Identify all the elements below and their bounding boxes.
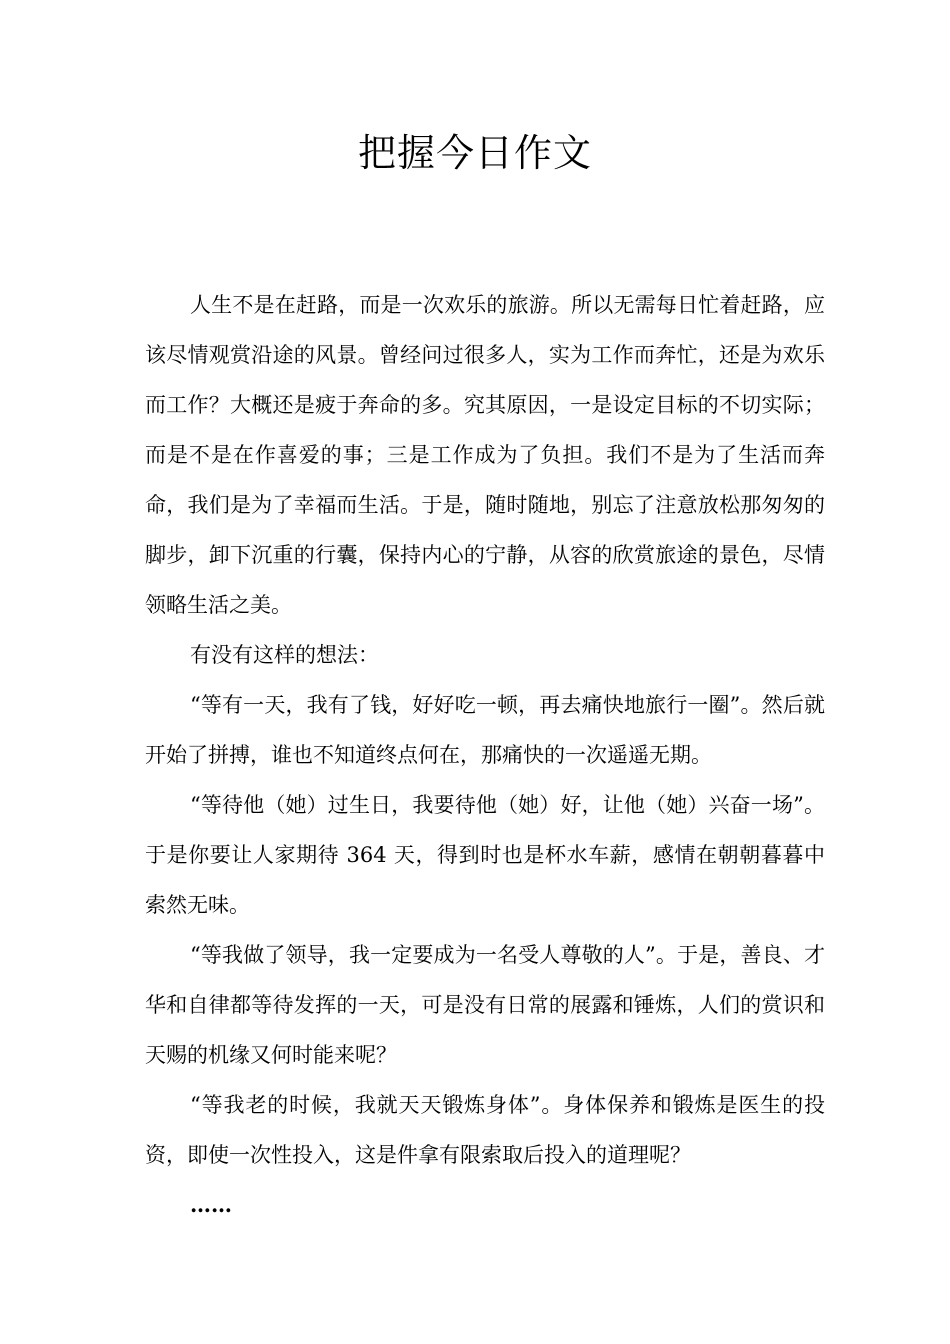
paragraph-ellipsis: …… [190,1192,232,1217]
paragraph-2: 有没有这样的想法： [190,643,379,667]
paragraph-3: “等有一天，我有了钱，好好吃一顿，再去痛快地旅行一圈”。然后就开始了拼搏，谁也不知道终点何在，那痛快的一次遥遥无期。 [145,693,825,767]
page-title: 把握今日作文 [357,131,592,175]
paragraph-1: 人生不是在赶路，而是一次欢乐的旅游。所以无需每日忙着赶路，应该尽情观赏沿途的风景。曾经问过很多人，实为工作而奔忙，还是为欢乐而工作？大概还是疲于奔命的多。究其原因，一是设定目标的不切实际；而是不是在作喜爱的事；三是工作成为了负担。我们不是为了生活而奔命，我们是为了幸福而生活。于是，随时随地，别忘了注意放松那匆匆的脚步，卸下沉重的行囊，保持内心的宁静，从容的欣赏旅途的景色，尽情领略生活之美。 [145,293,825,617]
paragraph-5: “等我做了领导，我一定要成为一名受人尊敬的人”。于是，善良、才华和自律都等待发挥的一天，可是没有日常的展露和锤炼，人们的赏识和天赐的机缘又何时能来呢？ [145,943,825,1067]
paragraph-4: “等待他（她）过生日，我要待他（她）好，让他（她）兴奋一场”。于是你要让人家期待 364 天，得到时也是杯水车薪，感情在朝朝暮暮中索然无味。 [145,793,825,917]
paragraph-6: “等我老的时候，我就天天锻炼身体”。身体保养和锻炼是医生的投资，即使一次性投入，这是件拿有限索取后投入的道理呢？ [145,1093,825,1167]
essay-body [145,280,825,1230]
